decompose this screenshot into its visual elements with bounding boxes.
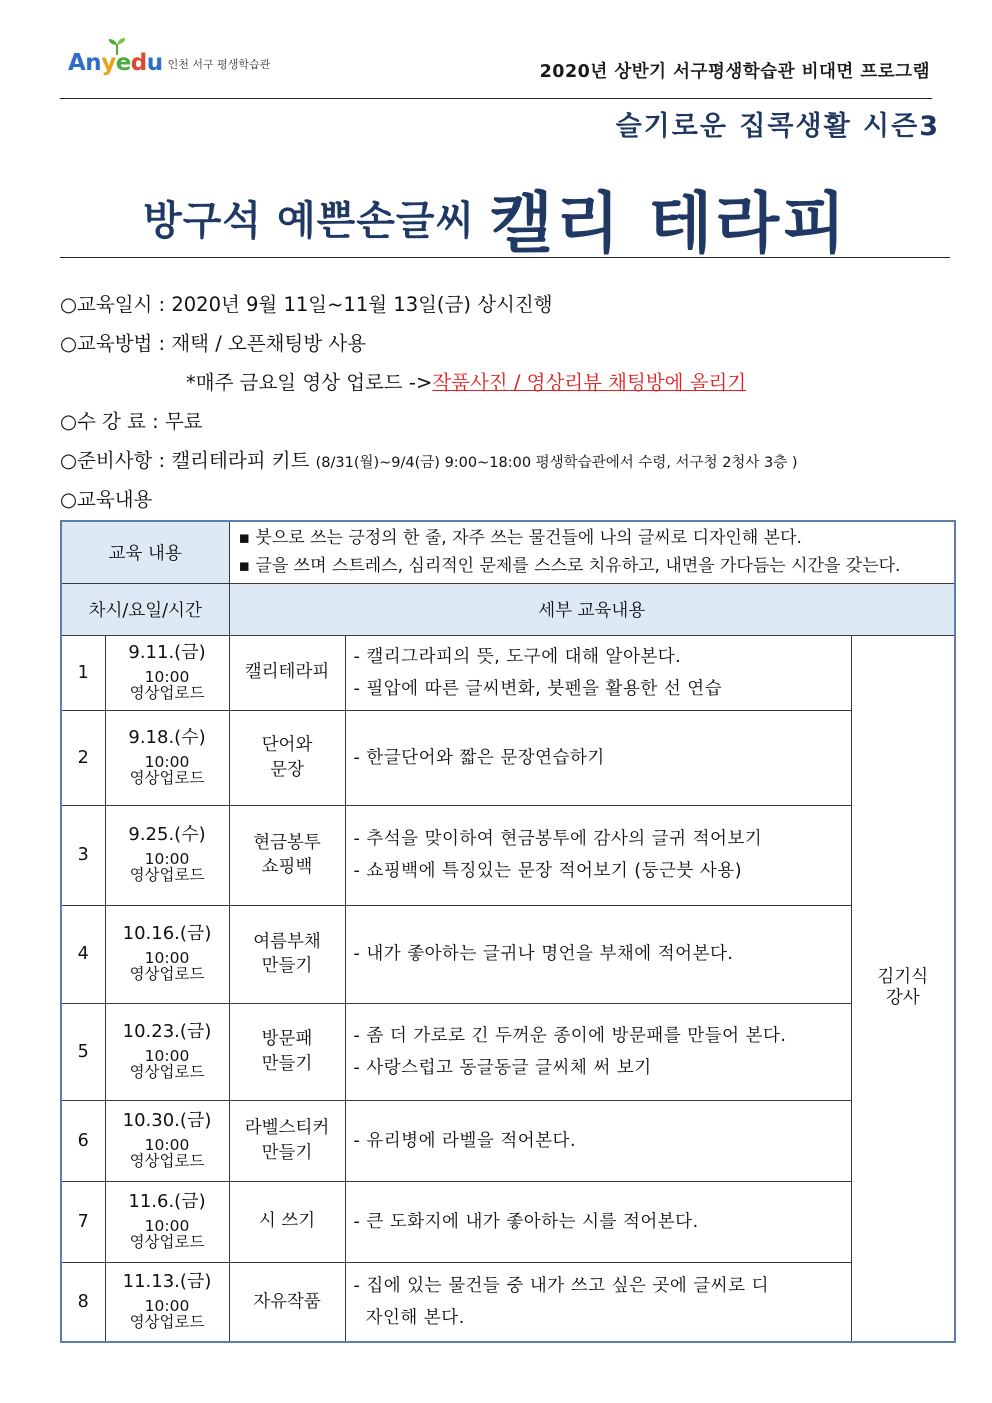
topic-line: 단어와	[261, 735, 313, 755]
info-content-label: ○교육내용	[60, 488, 153, 511]
table-row	[61, 635, 955, 710]
table-row	[61, 1003, 955, 1100]
instructor-cell	[851, 635, 955, 1342]
session-date: 10.16.(금)	[122, 923, 212, 945]
session-number: 5	[61, 1003, 105, 1100]
session-description	[345, 635, 851, 710]
session-mode: 영상업로드	[129, 768, 205, 787]
table-row	[61, 805, 955, 905]
topic-line: 라벨스티커	[244, 1118, 330, 1138]
session-number: 1	[61, 635, 105, 710]
session-date: 11.6.(금)	[128, 1190, 206, 1212]
instructor-line: 김기식	[877, 967, 929, 988]
info-fee: ○수 강 료 : 무료	[60, 410, 203, 433]
description-line: - 좀 더 가로로 긴 두꺼운 종이에 방문패를 만들어 본다.	[353, 1025, 787, 1046]
description-line: - 한글단어와 짧은 문장연습하기	[353, 747, 605, 768]
instructor-line: 강사	[885, 988, 920, 1009]
session-date-cell	[105, 905, 229, 1003]
description-line: - 필압에 따른 글씨변화, 붓펜을 활용한 선 연습	[353, 678, 723, 699]
session-topic	[229, 710, 345, 805]
topic-line: 현금봉투	[253, 832, 321, 853]
session-mode: 영상업로드	[129, 1313, 205, 1332]
session-time: 10:00	[144, 667, 190, 686]
session-date: 10.30.(금)	[122, 1109, 212, 1131]
description-line: - 집에 있는 물건들 중 내가 쓰고 싶은 곳에 글씨로 디	[353, 1275, 770, 1296]
description-line: - 사랑스럽고 동글동글 글씨체 써 보기	[353, 1057, 652, 1078]
session-date: 9.25.(수)	[128, 824, 206, 846]
schedule-table	[60, 520, 956, 1343]
table-row	[61, 1100, 955, 1181]
session-description	[345, 905, 851, 1003]
info-method: ○교육방법 : 재택 / 오픈채팅방 사용	[60, 332, 367, 355]
session-date: 11.13.(금)	[122, 1271, 212, 1293]
session-number: 3	[61, 805, 105, 905]
session-time: 10:00	[144, 850, 190, 869]
session-topic	[229, 905, 345, 1003]
session-topic	[229, 1181, 345, 1262]
info-date: ○교육일시 : 2020년 9월 11일~11월 13일(금) 상시진행	[60, 293, 553, 316]
session-date-cell	[105, 1181, 229, 1262]
title-part2: 캘리 테라피	[489, 185, 849, 262]
session-number: 2	[61, 710, 105, 805]
content-summary-row	[61, 521, 955, 583]
topic-line: 여름부채	[253, 931, 321, 952]
description-line: 자인해 본다.	[353, 1307, 465, 1328]
topic-line: 캘리테라피	[244, 662, 330, 683]
topic-line: 문장	[270, 759, 304, 780]
logo-subtitle: 인천 서구 평생학습관	[167, 58, 271, 71]
session-time: 10:00	[144, 1135, 190, 1154]
description-line: - 쇼핑백에 특징있는 문장 적어보기 (둥근붓 사용)	[353, 861, 743, 881]
session-date-cell	[105, 1003, 229, 1100]
season-title: 슬기로운 집콕생활 시즌3	[615, 111, 940, 142]
session-description	[345, 1181, 851, 1262]
bullet-item: ▪ 글을 쓰며 스트레스, 심리적인 문제를 스스로 치유하고, 내면을 가다듬는 시간을 갖는다.	[238, 556, 901, 577]
description-line: - 캘리그라피의 뜻, 도구에 대해 알아본다.	[353, 646, 682, 667]
table-row	[61, 1262, 955, 1342]
session-number: 6	[61, 1100, 105, 1181]
session-number: 8	[61, 1262, 105, 1342]
session-mode: 영상업로드	[129, 683, 205, 702]
description-line: - 유리병에 라벨을 적어본다.	[353, 1130, 577, 1151]
topic-line: 자유작품	[253, 1291, 321, 1312]
header-divider	[60, 98, 932, 99]
session-date-cell	[105, 805, 229, 905]
topic-line: 방문패	[261, 1029, 313, 1049]
title-part1: 방구석 예쁜손글씨	[143, 198, 476, 244]
session-topic	[229, 805, 345, 905]
content-bullets	[229, 521, 955, 583]
session-time: 10:00	[144, 1046, 190, 1065]
session-date-cell	[105, 1262, 229, 1342]
session-date: 9.18.(수)	[128, 726, 206, 748]
topic-line: 쇼핑백	[261, 857, 313, 877]
title-divider	[60, 257, 950, 258]
topic-line: 시 쓰기	[258, 1211, 316, 1232]
topic-line: 만들기	[261, 956, 313, 976]
session-number: 7	[61, 1181, 105, 1262]
session-number: 4	[61, 905, 105, 1003]
logo	[68, 52, 270, 75]
session-description	[345, 1003, 851, 1100]
upload-instruction: 작품사진 / 영상리뷰 채팅방에 올리기	[432, 371, 747, 394]
description-line: - 추석을 맞이하여 현금봉투에 감사의 글귀 적어보기	[353, 829, 763, 849]
session-date: 9.11.(금)	[128, 641, 206, 663]
table-row	[61, 1181, 955, 1262]
session-topic	[229, 1100, 345, 1181]
program-title: 2020년 상반기 서구평생학습관 비대면 프로그램	[539, 62, 930, 82]
col-session-header: 차시/요일/시간	[61, 583, 229, 635]
session-date-cell	[105, 710, 229, 805]
info-method-note: *매주 금요일 영상 업로드 ->작품사진 / 영상리뷰 채팅방에 올리기	[186, 371, 747, 394]
session-time: 10:00	[144, 752, 190, 771]
session-date-cell	[105, 1100, 229, 1181]
session-topic	[229, 1262, 345, 1342]
info-block	[60, 286, 798, 520]
content-header: 교육 내용	[61, 521, 229, 583]
session-description	[345, 805, 851, 905]
info-prep: ○준비사항 : 캘리테라피 키트 (8/31(월)~9/4(금) 9:00~18:00 평생학습관에서 수령, 서구청 2청사 3층 )	[60, 449, 798, 472]
bullet-item: ▪ 붓으로 쓰는 긍정의 한 줄, 자주 쓰는 물건들에 나의 글씨로 디자인해 본다.	[238, 528, 802, 549]
sprout-icon	[106, 38, 128, 56]
session-mode: 영상업로드	[129, 965, 205, 984]
session-description	[345, 1100, 851, 1181]
session-topic	[229, 635, 345, 710]
table-row	[61, 710, 955, 805]
session-mode: 영상업로드	[129, 1062, 205, 1081]
session-mode: 영상업로드	[129, 1232, 205, 1251]
logo-wordmark: Anyedu	[68, 50, 163, 76]
session-mode: 영상업로드	[129, 866, 205, 885]
col-detail-header: 세부 교육내용	[229, 583, 955, 635]
session-time: 10:00	[144, 1296, 190, 1315]
description-line: - 내가 좋아하는 글귀나 명언을 부채에 적어본다.	[353, 944, 734, 964]
topic-line: 만들기	[261, 1053, 313, 1074]
schedule-body	[61, 521, 955, 1342]
session-mode: 영상업로드	[129, 1151, 205, 1170]
page-title	[0, 170, 992, 265]
session-time: 10:00	[144, 1216, 190, 1235]
table-row	[61, 905, 955, 1003]
session-topic	[229, 1003, 345, 1100]
topic-line: 만들기	[261, 1142, 313, 1163]
description-line: - 큰 도화지에 내가 좋아하는 시를 적어본다.	[353, 1211, 699, 1232]
column-header-row	[61, 583, 955, 635]
session-date-cell	[105, 635, 229, 710]
session-description	[345, 1262, 851, 1342]
session-description	[345, 710, 851, 805]
session-date: 10.23.(금)	[122, 1020, 212, 1042]
session-time: 10:00	[144, 949, 190, 968]
